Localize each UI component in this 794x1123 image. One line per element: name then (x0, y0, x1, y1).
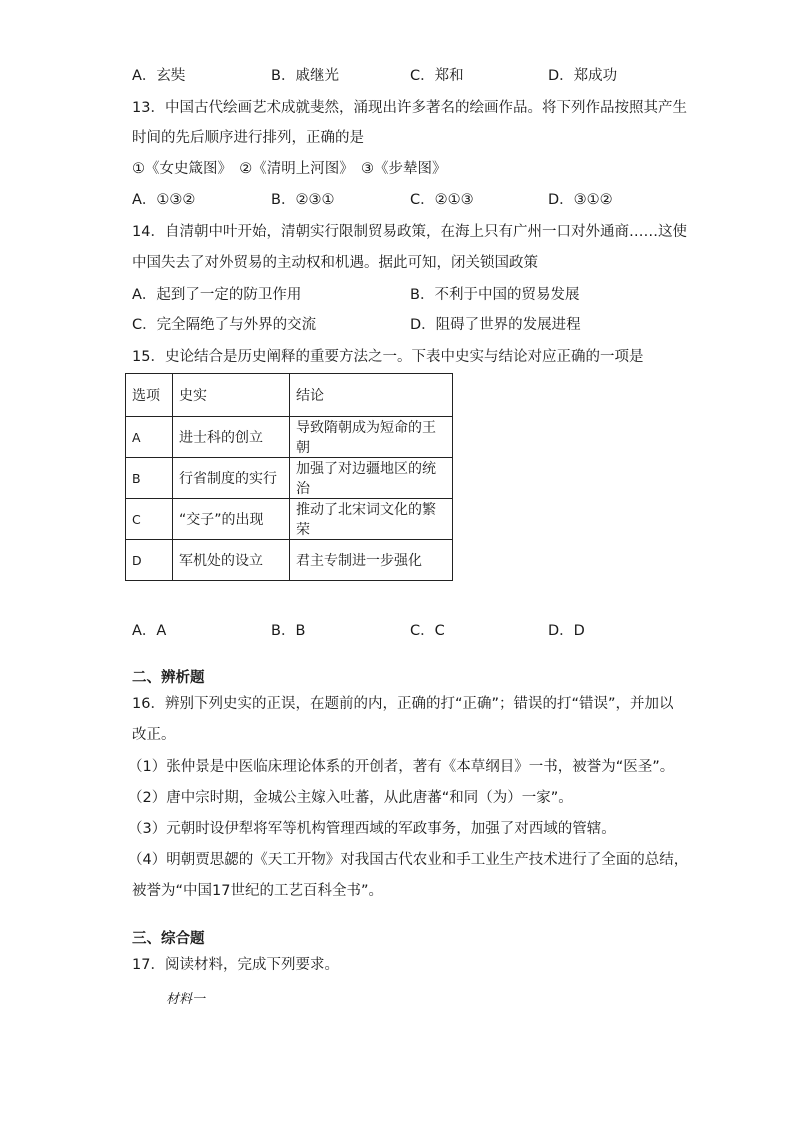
table-cell-option: C (126, 499, 173, 540)
q12-option-b: B．戚继光 (271, 68, 339, 84)
material-label: 材料一 (166, 992, 206, 1007)
q16-item-1: （1）张仲景是中医临床理论体系的开创者，著有《本草纲目》一书，被誉为“医圣”。 (128, 759, 675, 775)
table-header-conclusion: 结论 (290, 374, 453, 417)
q14-option-a: A．起到了一定的防卫作用 (132, 287, 302, 303)
q16-stem-line1: 16．辨别下列史实的正误，在题前的内，正确的打“正确”；错误的打“错误”，并加以 (132, 696, 674, 712)
q16-item-4: （4）明朝贾思勰的《天工开物》对我国古代农业和手工业生产技术进行了全面的总结， (128, 852, 689, 868)
q16-item-2: （2）唐中宗时期，金城公主嫁入吐蕃，从此唐蕃“和同（为）一家”。 (128, 790, 573, 806)
q13-option-d: D．③①② (548, 192, 613, 208)
q16-stem-line2: 改正。 (132, 727, 176, 743)
table-row (126, 540, 453, 581)
table-header-row (126, 374, 453, 417)
table-cell-fact: 军机处的设立 (173, 540, 290, 581)
q13-option-a: A．①③② (132, 192, 196, 208)
table-row (126, 458, 453, 499)
q15-option-d: D．D (548, 623, 585, 639)
table-cell-option: B (126, 458, 173, 499)
q14-stem-line1: 14．自清朝中叶开始，清朝实行限制贸易政策，在海上只有广州一口对外通商……这使 (132, 224, 687, 240)
q13-stem-line2: 时间的先后顺序进行排列，正确的是 (132, 130, 364, 146)
table-cell-conclusion: 导致隋朝成为短命的王朝 (290, 417, 453, 458)
q15-option-b: B．B (271, 623, 306, 639)
q16-item-3: （3）元朝时设伊犁将军等机构管理西域的军政事务，加强了对西域的管辖。 (128, 821, 616, 837)
table-row (126, 417, 453, 458)
table-header-option: 选项 (126, 374, 173, 417)
q17-stem: 17．阅读材料，完成下列要求。 (132, 957, 339, 973)
q13-stem-line1: 13．中国古代绘画艺术成就斐然，涌现出许多著名的绘画作品。将下列作品按照其产生 (132, 100, 687, 116)
section3-title: 三、综合题 (132, 931, 205, 947)
table-cell-fact: “交子”的出现 (173, 499, 290, 540)
q12-option-a: A．玄奘 (132, 68, 186, 84)
table-cell-option: A (126, 417, 173, 458)
q15-option-c: C．C (410, 623, 445, 639)
q13-option-b: B．②③① (271, 192, 335, 208)
q14-option-d: D．阻碍了世界的发展进程 (410, 317, 581, 333)
table-cell-conclusion: 推动了北宋词文化的繁荣 (290, 499, 453, 540)
table-cell-option: D (126, 540, 173, 581)
table-cell-fact: 进士科的创立 (173, 417, 290, 458)
q15-option-a: A．A (132, 623, 167, 639)
table-header-fact: 史实 (173, 374, 290, 417)
q16-item-4-line2: 被誉为“中国17世纪的工艺百科全书”。 (132, 883, 383, 899)
q15-table (125, 373, 453, 581)
table-cell-conclusion: 君主专制进一步强化 (290, 540, 453, 581)
q13-option-c: C．②①③ (410, 192, 474, 208)
q12-option-c: C．郑和 (410, 68, 464, 84)
table-row (126, 499, 453, 540)
q14-option-c: C．完全隔绝了与外界的交流 (132, 317, 317, 333)
q14-option-b: B．不利于中国的贸易发展 (410, 287, 580, 303)
q12-option-d: D．郑成功 (548, 68, 618, 84)
table-cell-fact: 行省制度的实行 (173, 458, 290, 499)
q15-stem: 15．史论结合是历史阐释的重要方法之一。下表中史实与结论对应正确的一项是 (132, 349, 644, 365)
table-cell-conclusion: 加强了对边疆地区的统治 (290, 458, 453, 499)
q13-works: ①《女史箴图》 ②《清明上河图》 ③《步辇图》 (132, 161, 447, 177)
section2-title: 二、辨析题 (132, 670, 205, 686)
q14-stem-line2: 中国失去了对外贸易的主动权和机遇。据此可知，闭关锁国政策 (132, 255, 538, 271)
